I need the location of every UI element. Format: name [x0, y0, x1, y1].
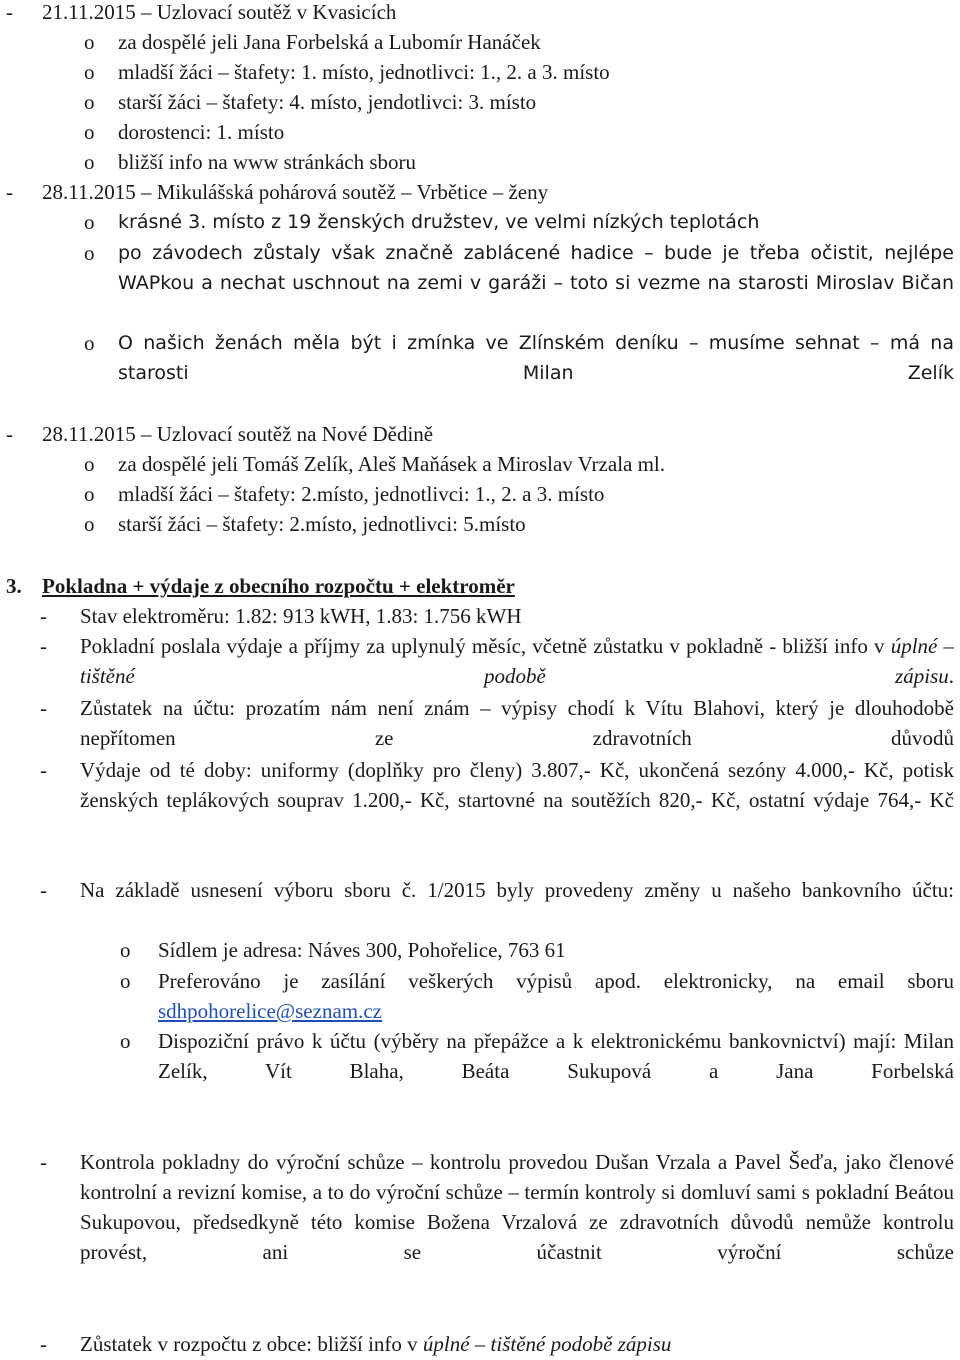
- bullet-o: o: [84, 30, 95, 54]
- budget-text: Zůstatek v rozpočtu z obce: bližší info v: [80, 1332, 423, 1356]
- event-title-kvasice: 21.11.2015 – Uzlovací soutěž v Kvasicích: [42, 0, 397, 24]
- event3-item: starší žáci – štafety: 2.místo, jednotlivci: 5.místo: [118, 512, 526, 536]
- list-dash: -: [40, 1332, 47, 1356]
- bullet-o: o: [84, 90, 95, 114]
- bank-seat: Sídlem je adresa: Náves 300, Pohořelice, 763 61: [158, 938, 566, 962]
- list-dash: -: [6, 180, 13, 204]
- event-title-vrbetice: 28.11.2015 – Mikulášská pohárová soutěž – Vrbětice – ženy: [42, 180, 549, 204]
- list-dash: -: [40, 758, 47, 782]
- cash-report-italic: úplné – tištěné podobě zápisu: [80, 634, 955, 688]
- event1-item: starší žáci – štafety: 4. místo, jendotlivci: 3. místo: [118, 90, 537, 114]
- list-dash: -: [40, 696, 47, 720]
- bullet-o: o: [84, 452, 95, 476]
- expenses: Výdaje od té doby: uniformy (doplňky pro členy) 3.807,- Kč, ukončená sezóny 4.000,- Kč, potisk ženských teplákových souprav 1.200,- Kč, startovné na soutěžích 820,- Kč, ostatní výdaje 764,- Kč: [80, 758, 954, 812]
- list-dash: -: [6, 0, 13, 24]
- list-dash: -: [40, 634, 47, 658]
- cash-control: Kontrola pokladny do výroční schůze – kontrolu provedou Dušan Vrzala a Pavel Šeďa, jako členové kontrolní a revizní komise, a to do výroční schůze – termín kontroly si domluví sami s pokladní Beátou Sukupovou, předsedkyně této komise Božena Vrzalová ze zdravotních důvodů nemůže kontrolu provést, ani se účastnit výroční schůze: [80, 1150, 954, 1264]
- list-dash: -: [40, 1150, 47, 1174]
- email-link[interactable]: sdhpohorelice@seznam.cz: [158, 999, 382, 1023]
- section-number: 3.: [6, 574, 22, 598]
- event1-item: bližší info na www stránkách sboru: [118, 150, 417, 174]
- bank-email-text: Preferováno je zasílání veškerých výpisů apod. elektronicky, na email sboru: [158, 969, 954, 993]
- bullet-o: o: [84, 60, 95, 84]
- budget-italic: úplné – tištěné podobě zápisu: [422, 1332, 672, 1356]
- bank-email-pref: [158, 966, 954, 1026]
- list-dash: -: [6, 422, 13, 446]
- bullet-o: o: [120, 969, 131, 993]
- bullet-o: o: [84, 482, 95, 506]
- event1-item: mladší žáci – štafety: 1. místo, jednotlivci: 1., 2. a 3. místo: [118, 60, 610, 84]
- cash-report-end: .: [948, 664, 954, 688]
- event1-item: za dospělé jeli Jana Forbelská a Lubomír Hanáček: [118, 30, 541, 54]
- list-dash: -: [40, 878, 47, 902]
- bank-rights: Dispoziční právo k účtu (výběry na přepážce a k elektronickému bankovnictví) mají: Milan Zelík, Vít Blaha, Beáta Sukupová a Jana Forbelská: [158, 1029, 954, 1083]
- bank-change: Na základě usnesení výboru sboru č. 1/2015 byly provedeny změny u našeho bankovního účtu:: [80, 878, 954, 902]
- event2-item: po závodech zůstaly však značně zablácené hadice – bude je třeba očistit, nejlépe WAPkou a nechat uschnout na zemi v garáži – toto si vezme na starosti Miroslav Bičan: [118, 242, 954, 294]
- event3-item: za dospělé jeli Tomáš Zelík, Aleš Maňásek a Miroslav Vrzala ml.: [118, 452, 666, 476]
- budget-balance: [80, 1332, 671, 1356]
- bullet-o: o: [84, 120, 95, 144]
- meter-status: Stav elektroměru: 1.82: 913 kWH, 1.83: 1.756 kWH: [80, 604, 522, 628]
- bullet-o: o: [84, 512, 95, 536]
- bullet-o: o: [84, 331, 95, 355]
- bullet-o: o: [84, 241, 95, 265]
- bullet-o: o: [120, 1029, 131, 1053]
- cash-report-text: Pokladní poslala výdaje a příjmy za uplynulý měsíc, včetně zůstatku v pokladně - bližší info v: [80, 634, 891, 658]
- bullet-o: o: [84, 150, 95, 174]
- event2-item: krásné 3. místo z 19 ženských družstev, ve velmi nízkých teplotách: [118, 211, 760, 233]
- cash-report: [80, 631, 954, 691]
- list-dash: -: [40, 604, 47, 628]
- account-balance: Zůstatek na účtu: prozatím nám není znám – výpisy chodí k Vítu Blahovi, který je dlouhodobě nepřítomen ze zdravotních důvodů: [80, 696, 954, 750]
- bullet-o: o: [84, 210, 95, 234]
- event2-item: O našich ženách měla být i zmínka ve Zlínském deníku – musíme sehnat – má na starosti Milan Zelík: [118, 332, 954, 384]
- bullet-o: o: [120, 938, 131, 962]
- event3-item: mladší žáci – štafety: 2.místo, jednotlivci: 1., 2. a 3. místo: [118, 482, 605, 506]
- section-heading: Pokladna + výdaje z obecního rozpočtu + elektroměr: [42, 574, 515, 598]
- event-title-nova-dedina: 28.11.2015 – Uzlovací soutěž na Nové Dědině: [42, 422, 434, 446]
- event1-item: dorostenci: 1. místo: [118, 120, 285, 144]
